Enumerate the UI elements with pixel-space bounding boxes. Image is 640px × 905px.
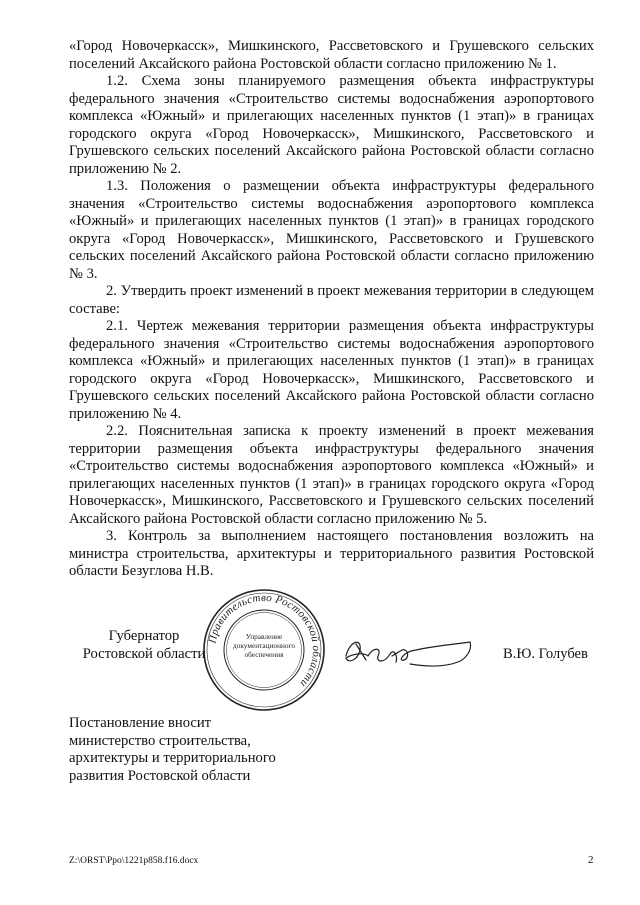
paragraph-2-1: 2.1. Чертеж межевания территории размещения объекта инфраструктуры федерального значения «Строительство системы водоснабжения аэропортового комплекса «Южный» и прилегающих населенных пунктов (1 этап)» в границах городского округа «Город Новочеркасск», Мишкинского, Рассветовского и Грушевского сельских поселений Аксайского района Ростовской области согласно приложению № 4. (69, 318, 594, 422)
signature (338, 634, 478, 672)
signer-name: В.Ю. Голубев (503, 646, 588, 662)
signer-title: Губернатор Ростовской области (82, 628, 206, 662)
page-number: 2 (588, 854, 594, 866)
official-stamp (202, 588, 326, 712)
svg-text:Управление: Управление (245, 632, 283, 641)
submitter-note: Постановление вносит министерство строительства, архитектуры и территориального развития Ростовской области (69, 715, 276, 784)
paragraph-1-2: 1.2. Схема зоны планируемого размещения объекта инфраструктуры федерального значения «Строительство системы водоснабжения аэропортового комплекса «Южный» и прилегающих населенных пунктов (1 этап)» в границах городского округа «Город Новочеркасск», Мишкинского, Рассветовского и Грушевского сельских поселений Аксайского района Ростовской области согласно приложению № 2. (69, 73, 594, 177)
file-path: Z:\ORST\Ppo\1221p858.f16.docx (69, 856, 199, 866)
paragraph-2: 2. Утвердить проект изменений в проект межевания территории в следующем составе: (69, 283, 594, 317)
paragraph-3: 3. Контроль за выполнением настоящего постановления возложить на министра строительства, архитектуры и территориального развития Ростовской области Безуглова Н.В. (69, 528, 594, 579)
paragraph-1-3: 1.3. Положения о размещении объекта инфраструктуры федерального значения «Строительство системы водоснабжения аэропортового комплекса «Южный» и прилегающих населенных пунктов (1 этап)» в границах городского округа «Город Новочеркасск», Мишкинского, Рассветовского и Грушевского сельских поселений Аксайского района Ростовской области согласно приложению № 3. (69, 178, 594, 282)
svg-text:документационного: документационного (232, 641, 296, 650)
paragraph-1: «Город Новочеркасск», Мишкинского, Рассветовского и Грушевского сельских поселений Аксайского района Ростовской области согласно приложению № 1. (69, 38, 594, 72)
document-body (69, 38, 594, 581)
stamp-outer-text: Правительство Ростовской области (206, 591, 323, 690)
paragraph-2-2: 2.2. Пояснительная записка к проекту изменений в проект межевания территории размещения объекта инфраструктуры федерального значения «Строительство системы водоснабжения аэропортового комплекса «Южный» и прилегающих населенных пунктов (1 этап)» в границах городского округа «Город Новочеркасск», Мишкинского, Рассветовского и Грушевского сельских поселений Аксайского района Ростовской области согласно приложению № 5. (69, 423, 594, 527)
svg-text:обеспечения: обеспечения (244, 650, 284, 659)
